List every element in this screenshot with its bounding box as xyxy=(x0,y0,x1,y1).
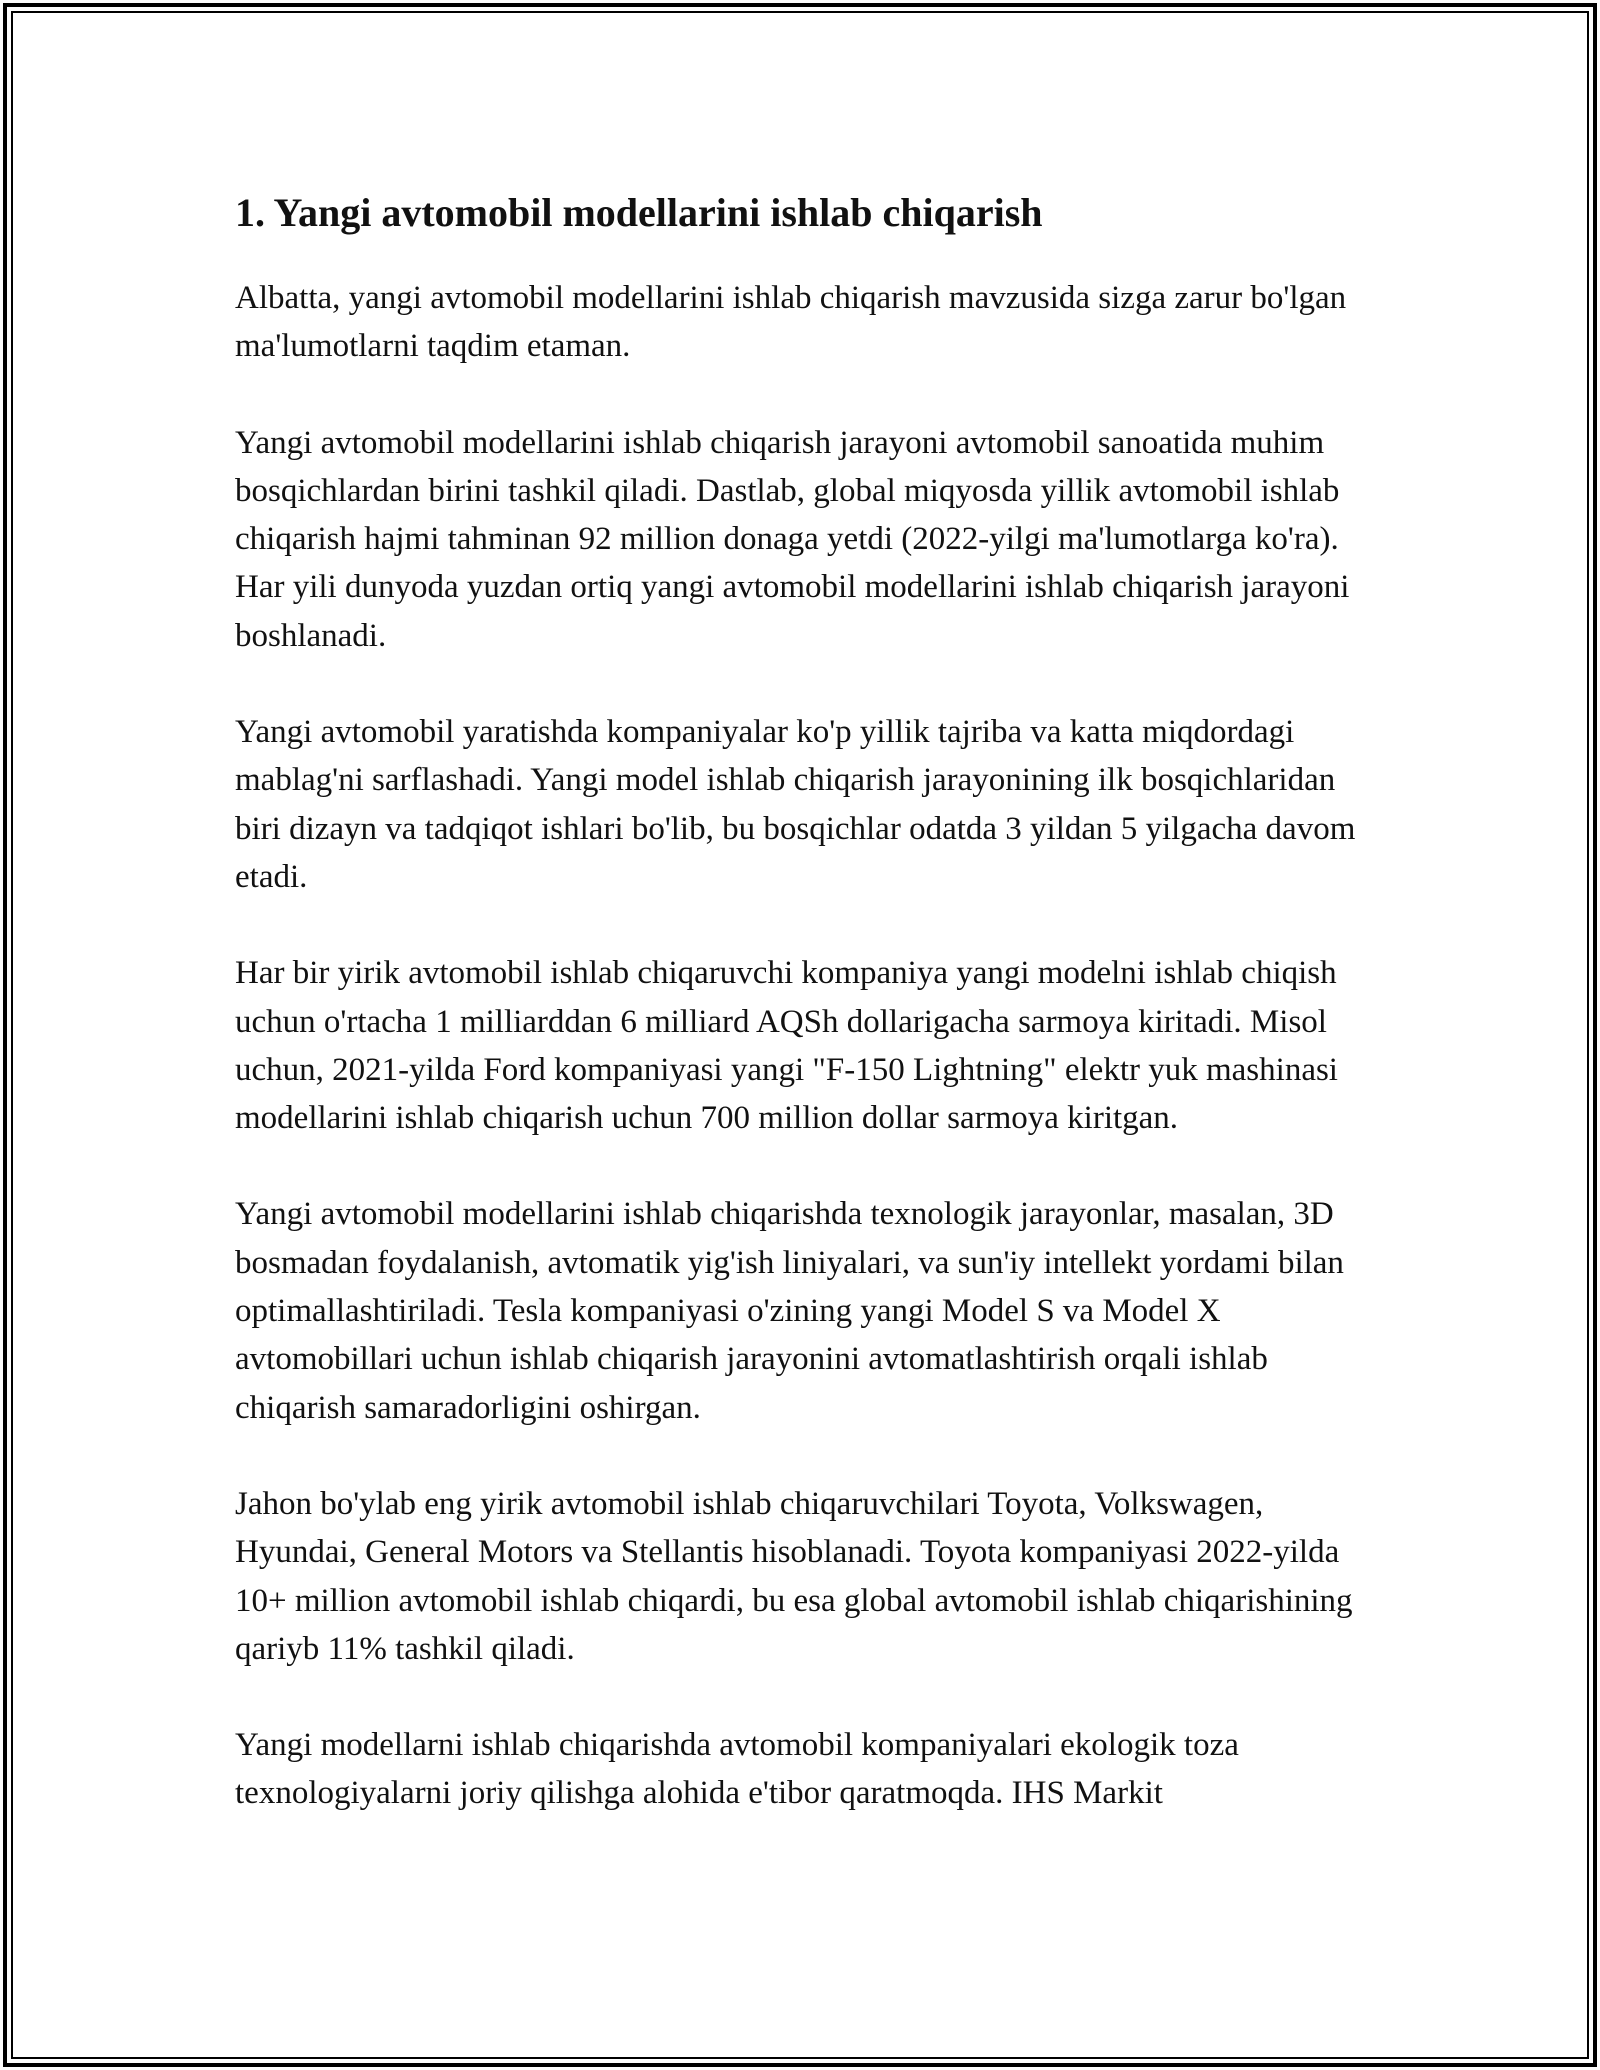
paragraph-technology: Yangi avtomobil modellarini ishlab chiqarishda texnologik jarayonlar, masalan, 3D bosmadan foydalanish, avtomatik yig'ish liniyalari, va sun'iy intellekt yordami bilan optimallashtiriladi. Tesla kompaniyasi o'zining yangi Model S va Model X avtomobillari uchun ishlab chiqarish jarayonini avtomatlashtirish orqali ishlab chiqarish samaradorligini oshirgan. xyxy=(235,1196,1344,1426)
paragraph-investment: Har bir yirik avtomobil ishlab chiqaruvchi kompaniya yangi modelni ishlab chiqish uchun o'rtacha 1 milliarddan 6 milliard AQSh dollarigacha sarmoya kiritadi. Misol uchun, 2021-yilda Ford kompaniyasi yangi "F-150 Lightning" elektr yuk mashinasi modellarini ishlab chiqarish uchun 700 million dollar sarmoya kiritgan. xyxy=(235,955,1338,1137)
paragraph-design-research: Yangi avtomobil yaratishda kompaniyalar ko'p yillik tajriba va katta miqdordagi mablag'ni sarflashadi. Yangi model ishlab chiqarish jarayonining ilk bosqichlaridan biri dizayn va tadqiqot ishlari bo'lib, bu bosqichlar odatda 3 yildan 5 yilgacha davom etadi. xyxy=(235,714,1356,895)
section-heading: 1. Yangi avtomobil modellarini ishlab chiqarish xyxy=(235,190,1043,235)
document-content xyxy=(235,182,1370,1866)
paragraph-production-volume: Yangi avtomobil modellarini ishlab chiqarish jarayoni avtomobil sanoatida muhim bosqichlardan birini tashkil qiladi. Dastlab, global miqyosda yillik avtomobil ishlab chiqarish hajmi tahminan 92 million donaga yetdi (2022-yilgi ma'lumotlarga ko'ra). Har yili dunyoda yuzdan ortiq yangi avtomobil modellarini ishlab chiqarish jarayoni boshlanadi. xyxy=(235,424,1350,654)
paragraph-manufacturers: Jahon bo'ylab eng yirik avtomobil ishlab chiqaruvchilari Toyota, Volkswagen, Hyundai, General Motors va Stellantis hisoblanadi. Toyota kompaniyasi 2022-yilda 10+ million avtomobil ishlab chiqardi, bu esa global avtomobil ishlab chiqarishining qariyb 11% tashkil qiladi. xyxy=(235,1485,1353,1667)
paragraph-ecology: Yangi modellarni ishlab chiqarishda avtomobil kompaniyalari ekologik toza texnologiyalarni joriy qilishga alohida e'tibor qaratmoqda. IHS Markit xyxy=(235,1727,1239,1812)
paragraph-intro: Albatta, yangi avtomobil modellarini ishlab chiqarish mavzusida sizga zarur bo'lgan ma'lumotlarni taqdim etaman. xyxy=(235,280,1347,365)
